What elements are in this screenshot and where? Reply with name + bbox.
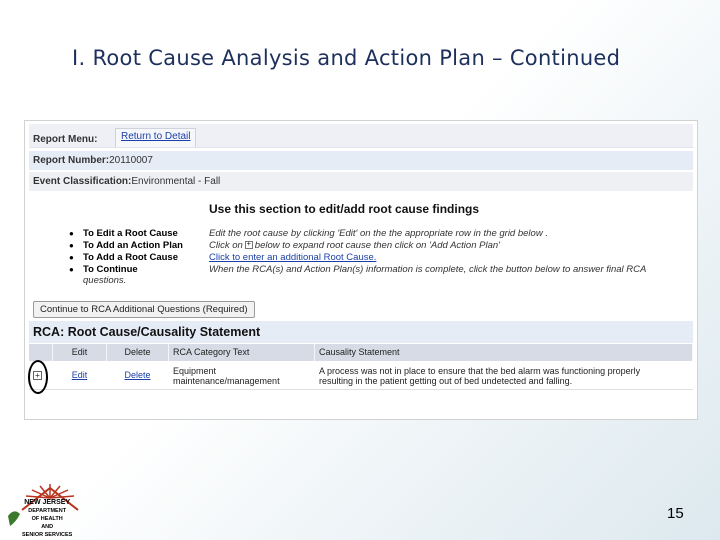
instruction-continue-wrap: questions. [83,275,127,286]
report-menu-label: Report Menu: [33,134,98,145]
logo-text: NEW JERSEY DEPARTMENT OF HEALTH AND SENIOR SERVICES [22,499,73,538]
instruction-add-root-cause: ● To Add a Root Cause Click to enter an additional Root Cause. [69,251,377,263]
delete-link[interactable]: Delete [107,363,169,389]
bullet-icon: ● [69,264,74,274]
instruction-list [69,227,689,286]
page-number: 15 [667,505,684,522]
bullet-icon: ● [69,240,74,250]
instruction-add-action-plan: ● To Add an Action Plan Click on + below to expand root cause then click on 'Add Action Plan' [69,239,500,251]
event-classification-row [29,172,693,191]
continue-rca-questions-button[interactable]: Continue to RCA Additional Questions (Required) [33,301,255,318]
bullet-icon: ● [69,228,74,238]
table-row [29,363,693,390]
grid-header-expand [29,344,53,361]
add-root-cause-link[interactable]: Click to enter an additional Root Cause. [209,251,377,263]
expand-row-icon[interactable]: + [33,371,42,380]
report-menu-bar [29,124,693,148]
rca-category-cell: Equipment maintenance/management [169,363,315,389]
grid-header-edit: Edit [53,344,107,361]
report-number-label: Report Number: [33,155,110,166]
rca-section-heading: RCA: Root Cause/Causality Statement [29,321,693,343]
instruction-edit-root-cause: ● To Edit a Root Cause Edit the root cause by clicking 'Edit' on the the appropriate row in the grid below . [69,227,548,239]
section-heading: Use this section to edit/add root cause findings [209,202,480,216]
edit-link[interactable]: Edit [53,363,107,389]
event-classification-value: Environmental - Fall [131,176,221,187]
slide-title: I. Root Cause Analysis and Action Plan – Continued [72,46,621,70]
return-to-detail-tab[interactable]: Return to Detail [115,128,196,147]
event-classification-label: Event Classification: [33,176,132,187]
grid-header-category: RCA Category Text [169,344,315,361]
grid-header-statement: Causality Statement [315,344,693,361]
instruction-continue: ● To Continue When the RCA(s) and Action Plan(s) information is complete, click the button below to answer final RCA [69,263,647,275]
app-screenshot [24,120,698,420]
report-number-value: 20110007 [109,155,153,166]
highlight-oval [28,360,48,394]
rca-grid-header [29,344,693,361]
bullet-icon: ● [69,252,74,262]
causality-statement-cell: A process was not in place to ensure that the bed alarm was functioning properly resulting in the patient getting out of bed undetected and falling. [319,366,641,386]
expand-plus-icon: + [246,241,251,248]
report-number-row [29,151,693,170]
grid-header-delete: Delete [107,344,169,361]
